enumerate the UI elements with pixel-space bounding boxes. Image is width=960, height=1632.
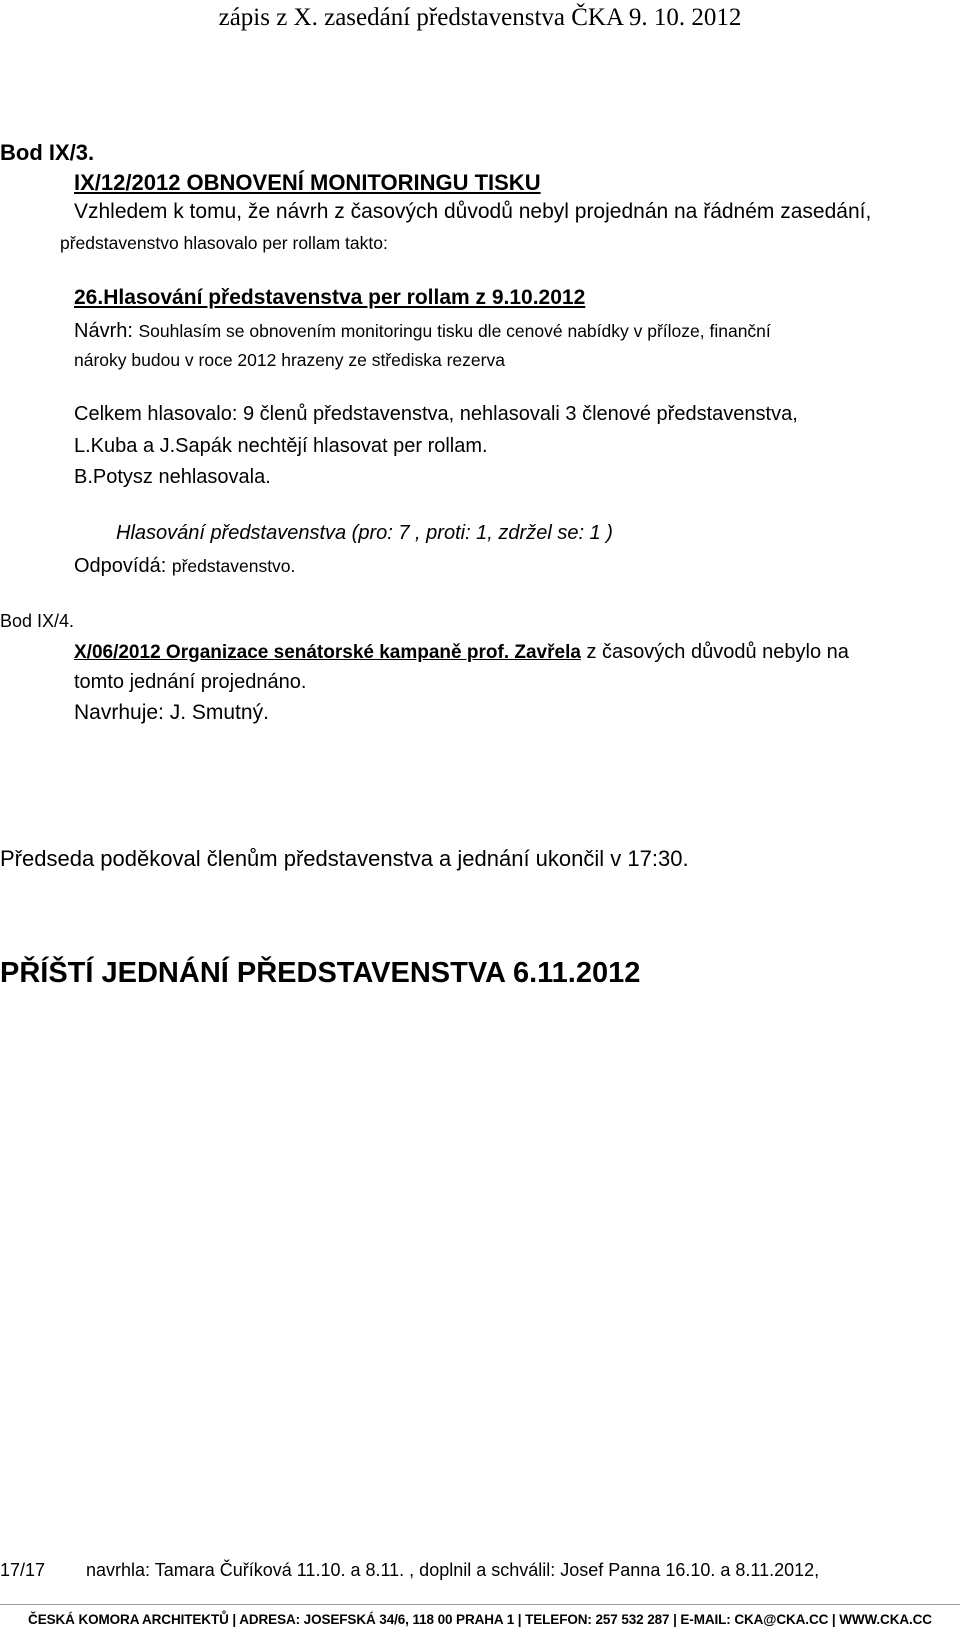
footer-contact: ČESKÁ KOMORA ARCHITEKTŮ | ADRESA: JOSEFSKÁ 34/6, 118 00 PRAHA 1 | TELEFON: 257 532 287 | E-MAIL: CKA@CKA.CC | WWW.CKA.CC — [28, 1612, 932, 1627]
vote-result: Hlasování představenstva (pro: 7 , proti: 1, zdržel se: 1 ) — [116, 522, 613, 544]
section-bod-label: Bod IX/3. — [0, 140, 95, 165]
section-text-line: Vzhledem k tomu, že návrh z časových důvodů nebyl projednán na řádném zasedání, — [74, 200, 872, 223]
responsible-label: Odpovídá: — [74, 555, 167, 577]
vote-note: B.Potysz nehlasovala. — [74, 466, 271, 488]
responsible-line — [74, 555, 295, 578]
vote-summary: Celkem hlasovalo: 9 členů představenstva, nehlasovali 3 členové představenstva, — [74, 403, 798, 425]
section-title: X/06/2012 Organizace senátorské kampaně prof. Zavřela — [74, 642, 581, 663]
proposer-line: Navrhuje: J. Smutný. — [74, 701, 269, 724]
section-text-line: představenstvo hlasovalo per rollam takto: — [60, 233, 388, 253]
vote-title: 26.Hlasování představenstva per rollam z 9.10.2012 — [74, 286, 586, 309]
section-bod-label: Bod IX/4. — [0, 611, 75, 631]
footer-divider — [0, 1604, 960, 1605]
proposal-text: nároky budou v roce 2012 hrazeny ze střediska rezerva — [74, 350, 505, 370]
page-number: 17/17 — [0, 1560, 46, 1580]
section-title-line — [74, 641, 849, 664]
proposal-line — [74, 320, 771, 343]
vote-note: L.Kuba a J.Sapák nechtějí hlasovat per rollam. — [74, 435, 488, 457]
page-header: zápis z X. zasedání představenstva ČKA 9. 10. 2012 — [218, 4, 742, 31]
next-meeting-heading: PŘÍŠTÍ JEDNÁNÍ PŘEDSTAVENSTVA 6.11.2012 — [0, 957, 641, 989]
proposal-label: Návrh: — [74, 320, 133, 342]
responsible-value: představenstvo. — [171, 556, 296, 576]
section-title: IX/12/2012 OBNOVENÍ MONITORINGU TISKU — [74, 170, 541, 195]
proposal-text: Souhlasím se obnovením monitoringu tisku dle cenové nabídky v příloze, finanční — [138, 321, 771, 341]
footer-note: navrhla: Tamara Čuříková 11.10. a 8.11. , doplnil a schválil: Josef Panna 16.10. a 8.11.2012, — [86, 1560, 820, 1580]
section-text-line: tomto jednání projednáno. — [74, 671, 307, 693]
closing-statement: Předseda poděkoval členům představenstva a jednání ukončil v 17:30. — [0, 846, 689, 871]
section-title-rest: z časových důvodů nebylo na — [580, 641, 849, 663]
